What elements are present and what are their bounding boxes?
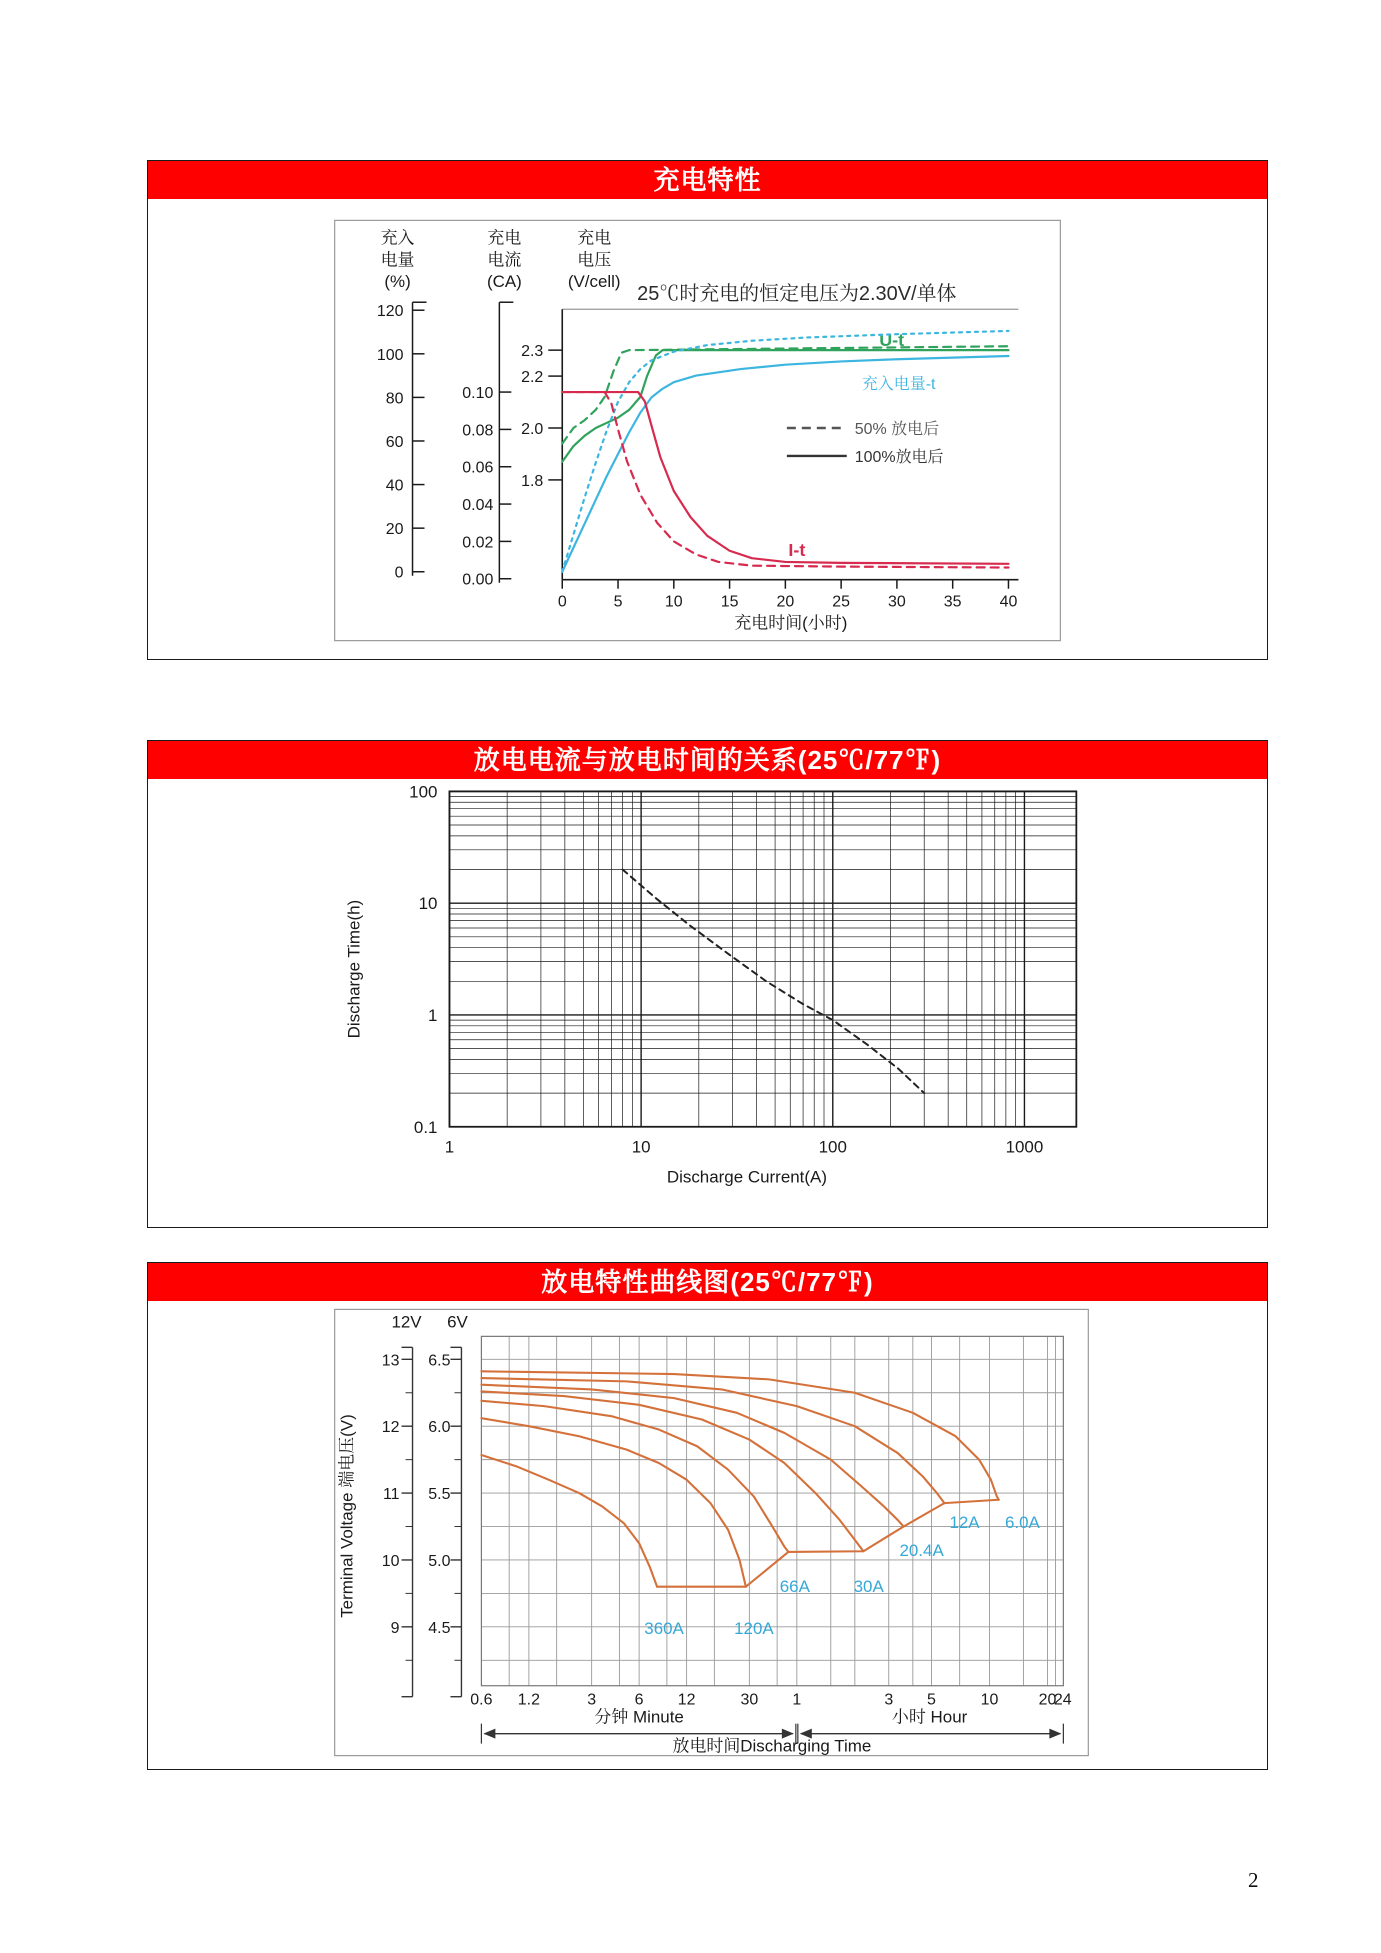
- svg-text:15: 15: [720, 593, 739, 611]
- discharge-characteristic-curves-chart: [148, 1301, 1267, 1771]
- svg-text:20: 20: [1038, 1691, 1057, 1709]
- svg-text:20: 20: [385, 521, 404, 539]
- svg-text:电流: 电流: [487, 250, 522, 270]
- svg-text:0.00: 0.00: [462, 571, 494, 589]
- svg-text:9: 9: [390, 1619, 400, 1637]
- svg-text:0.10: 0.10: [462, 385, 494, 403]
- svg-text:6.0A: 6.0A: [1004, 1513, 1040, 1533]
- svg-text:6: 6: [634, 1691, 644, 1709]
- panel-charge-characteristics: [147, 160, 1268, 660]
- panel-discharge-curves: [147, 1262, 1268, 1770]
- svg-text:3: 3: [884, 1691, 894, 1709]
- svg-text:1: 1: [444, 1137, 455, 1157]
- page-number: 2: [1248, 1868, 1259, 1892]
- svg-text:2.0: 2.0: [521, 420, 544, 438]
- svg-text:35: 35: [943, 593, 962, 611]
- svg-text:20.4A: 20.4A: [899, 1540, 944, 1560]
- svg-text:40: 40: [385, 477, 404, 495]
- svg-text:3: 3: [587, 1691, 597, 1709]
- svg-text:小时 Hour: 小时 Hour: [891, 1707, 968, 1727]
- panel-header-discharge-curves: [148, 1263, 1267, 1301]
- svg-text:1: 1: [792, 1691, 802, 1709]
- svg-text:(CA): (CA): [486, 272, 522, 292]
- svg-text:充电: 充电: [577, 228, 612, 248]
- svg-text:10: 10: [418, 894, 438, 914]
- svg-text:充入电量-t: 充入电量-t: [861, 376, 936, 394]
- svg-text:1000: 1000: [1005, 1137, 1044, 1157]
- svg-text:12: 12: [381, 1419, 400, 1437]
- svg-text:12V: 12V: [391, 1312, 422, 1332]
- svg-text:充电时间(小时): 充电时间(小时): [734, 613, 848, 633]
- svg-text:12A: 12A: [949, 1513, 980, 1533]
- svg-text:充电: 充电: [487, 228, 522, 248]
- svg-text:5.5: 5.5: [428, 1486, 451, 1504]
- svg-text:0.06: 0.06: [462, 459, 494, 477]
- svg-text:10: 10: [631, 1137, 651, 1157]
- svg-text:1.8: 1.8: [521, 472, 544, 490]
- svg-text:100%放电后: 100%放电后: [854, 448, 944, 466]
- svg-text:0.1: 0.1: [413, 1117, 438, 1137]
- svg-text:(V/cell): (V/cell): [567, 272, 621, 292]
- svg-text:30A: 30A: [853, 1576, 884, 1596]
- svg-text:120: 120: [376, 303, 404, 321]
- svg-text:6V: 6V: [447, 1312, 468, 1332]
- svg-text:25: 25: [832, 593, 851, 611]
- svg-text:24: 24: [1053, 1691, 1072, 1709]
- svg-text:25℃时充电的恒定电压为2.30V/单体: 25℃时充电的恒定电压为2.30V/单体: [637, 283, 957, 306]
- svg-text:1.2: 1.2: [517, 1691, 540, 1709]
- svg-text:100: 100: [376, 346, 404, 364]
- svg-text:0.04: 0.04: [462, 497, 494, 515]
- discharge-time-current-chart: [148, 779, 1267, 1229]
- svg-text:电量: 电量: [380, 250, 415, 270]
- svg-text:0.6: 0.6: [470, 1691, 493, 1709]
- panel-header-charge: [148, 161, 1267, 199]
- svg-text:60: 60: [385, 433, 404, 451]
- svg-text:放电时间Discharging Time: 放电时间Discharging Time: [672, 1736, 872, 1756]
- svg-text:100: 100: [818, 1137, 847, 1157]
- svg-text:50% 放电后: 50% 放电后: [854, 420, 940, 438]
- svg-text:分钟 Minute: 分钟 Minute: [594, 1707, 684, 1727]
- svg-text:1: 1: [428, 1005, 438, 1025]
- panel-title-discharge-time: 放电电流与放电时间的关系(25℃/77℉): [473, 745, 942, 775]
- svg-text:Discharge Current(A): Discharge Current(A): [666, 1167, 828, 1187]
- charge-characteristics-chart: [148, 199, 1267, 661]
- svg-text:U-t: U-t: [879, 330, 905, 351]
- svg-text:充入: 充入: [380, 228, 415, 248]
- svg-text:10: 10: [980, 1691, 999, 1709]
- svg-text:电压: 电压: [577, 250, 612, 270]
- svg-text:0: 0: [394, 564, 404, 582]
- svg-text:Terminal Voltage 端电压(V): Terminal Voltage 端电压(V): [337, 1414, 357, 1618]
- svg-text:0.02: 0.02: [462, 534, 494, 552]
- svg-text:10: 10: [664, 593, 683, 611]
- svg-text:6.5: 6.5: [428, 1352, 451, 1370]
- svg-text:360A: 360A: [644, 1618, 684, 1638]
- svg-text:40: 40: [999, 593, 1018, 611]
- svg-text:13: 13: [381, 1352, 400, 1370]
- svg-text:10: 10: [381, 1552, 400, 1570]
- svg-text:6.0: 6.0: [428, 1419, 451, 1437]
- svg-text:20: 20: [776, 593, 795, 611]
- panel-title-discharge-curves: 放电特性曲线图(25℃/77℉): [541, 1267, 874, 1297]
- svg-text:5.0: 5.0: [428, 1552, 451, 1570]
- svg-text:12: 12: [677, 1691, 696, 1709]
- svg-text:120A: 120A: [734, 1618, 774, 1638]
- svg-text:2.3: 2.3: [521, 343, 544, 361]
- panel-discharge-time-vs-current: [147, 740, 1268, 1228]
- svg-text:0.08: 0.08: [462, 422, 494, 440]
- svg-text:30: 30: [888, 593, 906, 611]
- svg-text:100: 100: [409, 782, 438, 802]
- svg-text:0: 0: [557, 593, 567, 611]
- svg-text:5: 5: [613, 593, 623, 611]
- svg-text:4.5: 4.5: [428, 1619, 451, 1637]
- panel-title-charge: 充电特性: [653, 165, 762, 195]
- svg-text:30: 30: [740, 1691, 759, 1709]
- svg-text:5: 5: [927, 1691, 936, 1709]
- svg-text:80: 80: [385, 390, 404, 408]
- svg-text:2.2: 2.2: [521, 369, 544, 387]
- svg-text:11: 11: [382, 1486, 400, 1504]
- svg-text:I-t: I-t: [788, 539, 806, 560]
- panel-header-discharge-time: [148, 741, 1267, 779]
- svg-text:(%): (%): [384, 272, 411, 292]
- svg-text:66A: 66A: [779, 1576, 810, 1596]
- svg-text:Discharge Time(h): Discharge Time(h): [344, 899, 364, 1039]
